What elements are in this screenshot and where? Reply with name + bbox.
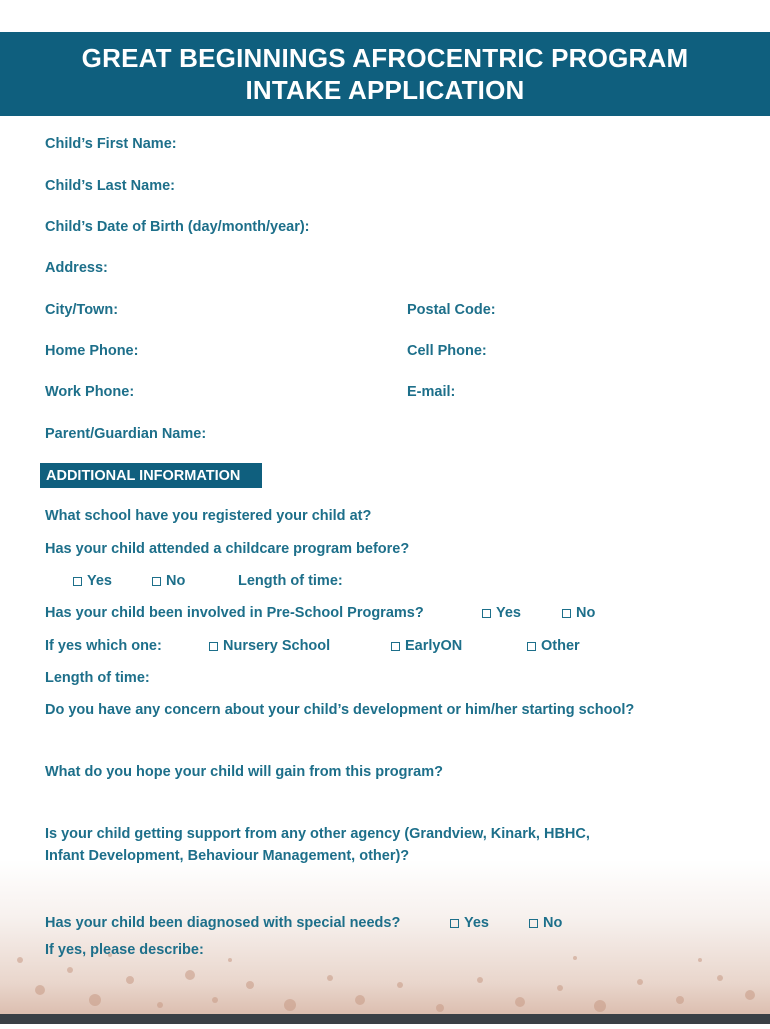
childcare-question: Has your child attended a childcare program before?	[45, 541, 410, 557]
postal-code-field[interactable]: Postal Code:	[407, 302, 496, 318]
checkbox-icon[interactable]	[73, 577, 82, 586]
program-length-field[interactable]: Length of time:	[45, 670, 150, 686]
preschool-question: Has your child been involved in Pre-School Programs?	[45, 605, 424, 621]
hope-question[interactable]: What do you hope your child will gain from this program?	[45, 764, 443, 780]
earlyon-option[interactable]	[391, 638, 462, 654]
school-question[interactable]: What school have you registered your child at?	[45, 508, 372, 524]
guardian-name-field[interactable]: Parent/Guardian Name:	[45, 426, 207, 442]
option-label: Yes	[464, 915, 489, 931]
support-question-line2[interactable]: Infant Development, Behaviour Management, other)?	[45, 848, 410, 864]
which-program-label: If yes which one:	[45, 638, 162, 654]
address-field[interactable]: Address:	[45, 260, 108, 276]
option-label: Yes	[496, 605, 521, 621]
checkbox-icon[interactable]	[562, 609, 571, 618]
email-field[interactable]: E-mail:	[407, 384, 456, 400]
preschool-yes-option[interactable]	[482, 605, 521, 621]
diagnosed-no-option[interactable]	[529, 915, 562, 931]
page-title-line2: INTAKE APPLICATION	[245, 75, 525, 105]
option-label: Yes	[87, 573, 112, 589]
option-label: No	[576, 605, 596, 621]
childcare-length-field[interactable]: Length of time:	[238, 573, 343, 589]
preschool-no-option[interactable]	[562, 605, 595, 621]
childcare-no-option[interactable]	[152, 573, 185, 589]
checkbox-icon[interactable]	[450, 919, 459, 928]
other-option[interactable]	[527, 638, 580, 654]
concern-question[interactable]: Do you have any concern about your child’s development or him/her starting school?	[45, 702, 635, 718]
work-phone-field[interactable]: Work Phone:	[45, 384, 135, 400]
diagnosed-yes-option[interactable]	[450, 915, 489, 931]
checkbox-icon[interactable]	[482, 609, 491, 618]
childcare-yes-option[interactable]	[73, 573, 112, 589]
checkbox-icon[interactable]	[152, 577, 161, 586]
checkbox-icon[interactable]	[391, 642, 400, 651]
dob-field[interactable]: Child’s Date of Birth (day/month/year):	[45, 219, 310, 235]
footer-bar	[0, 1014, 770, 1024]
checkbox-icon[interactable]	[529, 919, 538, 928]
page-title-line1: GREAT BEGINNINGS AFROCENTRIC PROGRAM	[81, 43, 689, 73]
option-label: No	[543, 915, 563, 931]
first-name-field[interactable]: Child’s First Name:	[45, 136, 177, 152]
checkbox-icon[interactable]	[209, 642, 218, 651]
nursery-school-option[interactable]	[209, 638, 330, 654]
diagnosed-question: Has your child been diagnosed with special needs?	[45, 915, 401, 931]
home-phone-field[interactable]: Home Phone:	[45, 343, 139, 359]
title-banner	[0, 32, 770, 116]
option-label: No	[166, 573, 186, 589]
section-heading: ADDITIONAL INFORMATION	[40, 463, 262, 488]
checkbox-icon[interactable]	[527, 642, 536, 651]
option-label: Other	[541, 638, 580, 654]
option-label: EarlyON	[405, 638, 463, 654]
support-question-line1[interactable]: Is your child getting support from any other agency (Grandview, Kinark, HBHC,	[45, 826, 590, 842]
city-field[interactable]: City/Town:	[45, 302, 119, 318]
option-label: Nursery School	[223, 638, 331, 654]
last-name-field[interactable]: Child’s Last Name:	[45, 178, 175, 194]
cell-phone-field[interactable]: Cell Phone:	[407, 343, 487, 359]
describe-field[interactable]: If yes, please describe:	[45, 942, 204, 958]
